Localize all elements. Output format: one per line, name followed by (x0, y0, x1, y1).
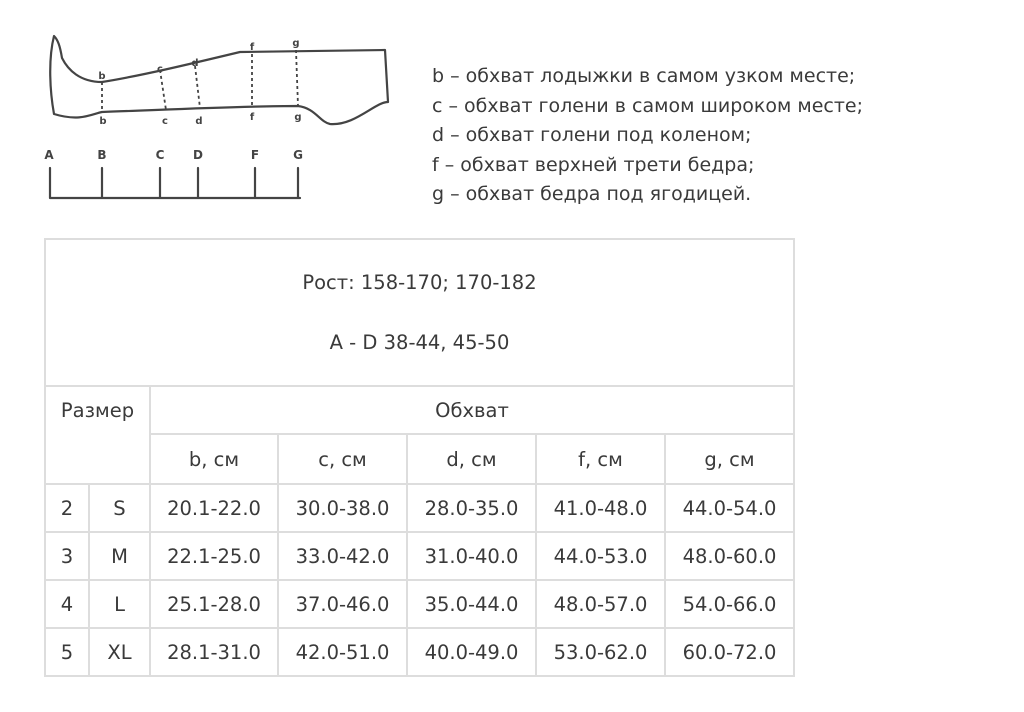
measure-axis (50, 168, 300, 198)
size-letter: M (89, 532, 150, 580)
legend-item-f: f – обхват верхней трети бедра; (432, 153, 755, 176)
size-header: Размер (45, 386, 150, 484)
column-header: d, см (407, 434, 536, 484)
table-cell: 25.1-28.0 (150, 580, 278, 628)
size-number: 3 (45, 532, 89, 580)
table-cell: 48.0-60.0 (665, 532, 794, 580)
table-cell: 31.0-40.0 (407, 532, 536, 580)
column-header: c, см (278, 434, 407, 484)
table-cell: 53.0-62.0 (536, 628, 665, 676)
size-number: 4 (45, 580, 89, 628)
girth-line-c (160, 70, 166, 110)
girth-line-d (195, 66, 200, 108)
table-cell: 48.0-57.0 (536, 580, 665, 628)
measurement-legend (432, 62, 863, 210)
table-cell: 44.0-54.0 (665, 484, 794, 532)
table-cell: 35.0-44.0 (407, 580, 536, 628)
girth-header: Обхват (150, 386, 794, 434)
legend-item-g: g – обхват бедра под ягодицей. (432, 183, 752, 205)
lower-label-g: g (294, 112, 302, 123)
table-cell: 22.1-25.0 (150, 532, 278, 580)
table-cell: 54.0-66.0 (665, 580, 794, 628)
lower-label-d: d (195, 116, 203, 127)
axis-label-c: C (155, 148, 165, 162)
table-row (45, 484, 794, 532)
axis-label-a: A (44, 148, 54, 162)
axis-label-d: D (193, 148, 203, 162)
girth-line-g (296, 50, 298, 106)
legend-item-c: c – обхват голени в самом широком месте; (432, 94, 863, 117)
size-letter: S (89, 484, 150, 532)
size-letter: XL (89, 628, 150, 676)
table-row (45, 532, 794, 580)
axis-label-b: B (97, 148, 107, 162)
upper-label-g: g (292, 38, 300, 49)
lower-label-b: b (99, 116, 107, 127)
table-cell: 30.0-38.0 (278, 484, 407, 532)
table-row (45, 580, 794, 628)
table-cell: 28.0-35.0 (407, 484, 536, 532)
leg-diagram (40, 30, 400, 205)
size-letter: L (89, 580, 150, 628)
column-header: b, см (150, 434, 278, 484)
table-cell: 37.0-46.0 (278, 580, 407, 628)
size-number: 5 (45, 628, 89, 676)
upper-label-b: b (98, 71, 106, 82)
lower-label-f: f (249, 112, 255, 123)
table-cell: 42.0-51.0 (278, 628, 407, 676)
table-cell: 28.1-31.0 (150, 628, 278, 676)
table-cell: 20.1-22.0 (150, 484, 278, 532)
upper-label-c: c (157, 64, 163, 75)
table-cell: 41.0-48.0 (536, 484, 665, 532)
table-cell: 40.0-49.0 (407, 628, 536, 676)
size-number: 2 (45, 484, 89, 532)
table-cell: 44.0-53.0 (536, 532, 665, 580)
length-range: A - D 38-44, 45-50 (329, 330, 510, 354)
table-row (45, 628, 794, 676)
size-table (44, 238, 795, 677)
upper-label-f: f (249, 42, 255, 53)
upper-label-d: d (191, 58, 199, 69)
axis-label-g: G (293, 148, 303, 162)
table-cell: 33.0-42.0 (278, 532, 407, 580)
legend-item-d: d – обхват голени под коленом; (432, 124, 752, 146)
column-header: f, см (536, 434, 665, 484)
height-range: Рост: 158-170; 170-182 (302, 270, 537, 294)
legend-item-b: b – обхват лодыжки в самом узком месте; (432, 65, 856, 87)
lower-label-c: c (162, 116, 168, 127)
table-header-block (45, 239, 794, 386)
column-header: g, см (665, 434, 794, 484)
axis-label-f: F (250, 148, 260, 162)
table-cell: 60.0-72.0 (665, 628, 794, 676)
